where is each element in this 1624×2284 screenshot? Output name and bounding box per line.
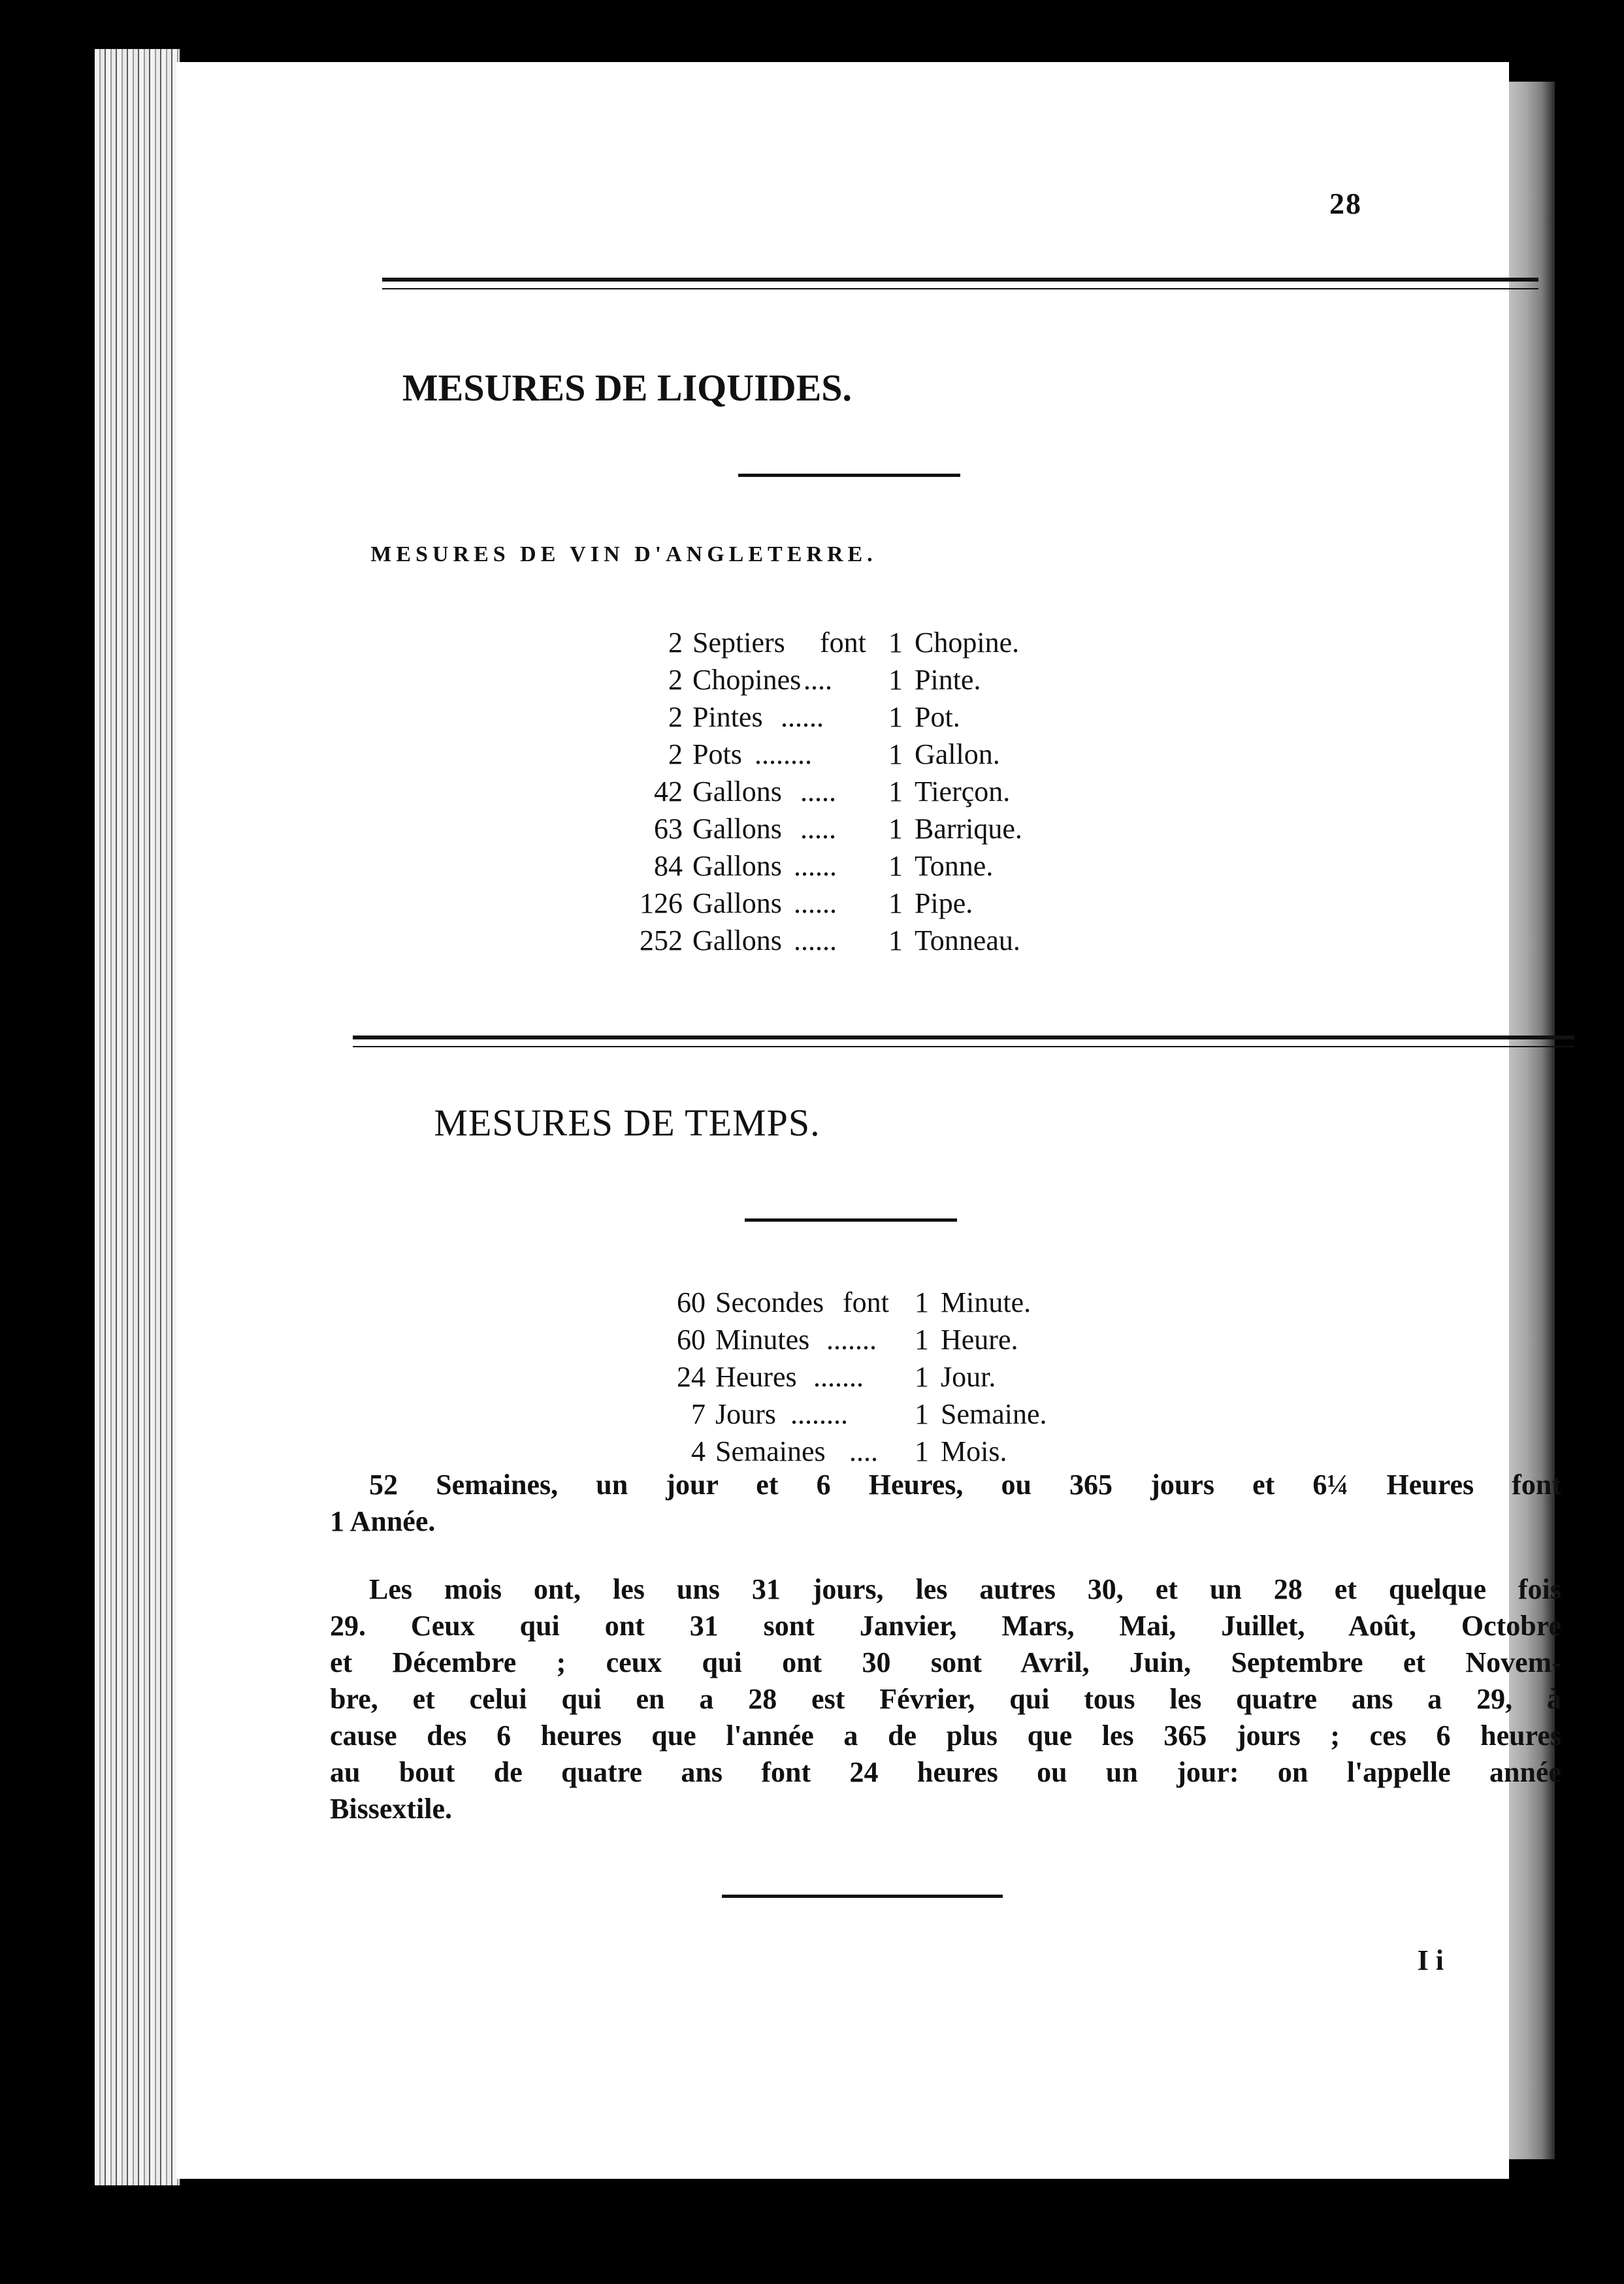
one: 1	[888, 813, 903, 845]
paragraph-line: bre, et celui qui en a 28 est Février, qui tous les quatre ans a 29, à	[330, 1683, 1561, 1715]
separator: font	[843, 1286, 889, 1318]
top-rule-thick	[382, 278, 1538, 282]
paragraph-line: au bout de quatre ans font 24 heures ou un jour: on l'appelle année	[330, 1756, 1561, 1788]
result: Tonne.	[915, 850, 994, 882]
signature-mark: I i	[1417, 1944, 1444, 1976]
separator: ......	[794, 924, 837, 956]
result: Jour.	[941, 1361, 996, 1393]
quantity: 126	[640, 887, 683, 919]
quantity: 2	[668, 627, 683, 659]
quantity: 63	[654, 813, 683, 845]
book-page-edges-right	[1502, 82, 1555, 2159]
paragraph-line: Bissextile.	[330, 1793, 452, 1825]
result: Pot.	[915, 701, 960, 733]
result: Tonneau.	[915, 924, 1020, 956]
quantity: 2	[668, 701, 683, 733]
unit: Gallons	[692, 887, 782, 919]
result: Barrique.	[915, 813, 1022, 845]
separator: .......	[813, 1361, 864, 1393]
time-measures-table	[653, 1284, 1241, 1480]
one: 1	[888, 701, 903, 733]
separator: .....	[800, 813, 836, 845]
unit: Gallons	[692, 850, 782, 882]
paragraph-line: et Décembre ; ceux qui ont 30 sont Avril, Juin, Septembre et Novem-	[330, 1646, 1561, 1678]
quantity: 4	[691, 1435, 706, 1467]
separator: ....	[804, 664, 832, 696]
one: 1	[888, 887, 903, 919]
months-paragraph	[330, 1571, 1561, 1827]
unit: Pots	[692, 738, 742, 770]
separator: ........	[755, 738, 812, 770]
page-number: 28	[1329, 187, 1362, 220]
paragraph-line: 29. Ceux qui ont 31 sont Janvier, Mars, Mai, Juillet, Août, Octobre	[330, 1610, 1561, 1642]
paragraph-line: cause des 6 heures que l'année a de plus que les 365 jours ; ces 6 heures	[330, 1720, 1561, 1752]
quantity: 24	[677, 1361, 706, 1393]
unit: Gallons	[692, 924, 782, 956]
quantity: 2	[668, 738, 683, 770]
section-title-temps: MESURES DE TEMPS.	[434, 1101, 820, 1144]
unit: Pintes	[692, 701, 763, 733]
middle-rule-thick	[353, 1036, 1574, 1039]
one: 1	[888, 664, 903, 696]
unit: Gallons	[692, 813, 782, 845]
result: Tierçon.	[915, 775, 1011, 808]
top-rule-thin	[382, 288, 1538, 289]
quantity: 42	[654, 775, 683, 808]
quantity: 252	[640, 924, 683, 956]
one: 1	[915, 1286, 929, 1318]
middle-rule-thin	[353, 1046, 1574, 1047]
result: Minute.	[941, 1286, 1031, 1318]
year-definition	[330, 1467, 1561, 1540]
unit: Gallons	[692, 775, 782, 808]
unit: Chopines	[692, 664, 802, 696]
section-title-liquides: MESURES DE LIQUIDES.	[402, 367, 853, 409]
result: Gallon.	[915, 738, 1000, 770]
year-line-1: 52 Semaines, un jour et 6 Heures, ou 365 jours et 6¼ Heures font	[369, 1469, 1561, 1501]
one: 1	[888, 775, 903, 808]
quantity: 7	[691, 1398, 706, 1430]
one: 1	[915, 1435, 929, 1467]
subsection-title-vin: MESURES DE VIN D'ANGLETERRE.	[370, 542, 877, 566]
result: Pinte.	[915, 664, 981, 696]
quantity: 84	[654, 850, 683, 882]
result: Heure.	[941, 1324, 1018, 1356]
separator: .......	[826, 1324, 877, 1356]
unit: Heures	[715, 1361, 797, 1393]
separator: ......	[781, 701, 824, 733]
unit: Minutes	[715, 1324, 810, 1356]
unit: Septiers	[692, 627, 785, 659]
separator: ......	[794, 850, 837, 882]
separator: font	[820, 627, 866, 659]
one: 1	[888, 627, 903, 659]
quantity: 60	[677, 1324, 706, 1356]
unit: Jours	[715, 1398, 776, 1430]
quantity: 60	[677, 1286, 706, 1318]
short-rule-liquides	[738, 474, 960, 477]
one: 1	[915, 1361, 929, 1393]
result: Mois.	[941, 1435, 1007, 1467]
one: 1	[915, 1324, 929, 1356]
quantity: 2	[668, 664, 683, 696]
separator: ....	[849, 1435, 878, 1467]
result: Chopine.	[915, 627, 1020, 659]
separator: ........	[790, 1398, 848, 1430]
result: Pipe.	[915, 887, 973, 919]
one: 1	[888, 738, 903, 770]
book-page	[176, 62, 1561, 2179]
one: 1	[888, 850, 903, 882]
liquid-measures-table	[627, 624, 1215, 990]
paragraph-line: Les mois ont, les uns 31 jours, les autres 30, et un 28 et quelque fois	[369, 1573, 1561, 1605]
unit: Secondes	[715, 1286, 824, 1318]
bottom-rule	[722, 1895, 1003, 1898]
separator: ......	[794, 887, 837, 919]
short-rule-temps	[745, 1218, 957, 1222]
year-line-2: 1 Année.	[330, 1505, 436, 1537]
one: 1	[915, 1398, 929, 1430]
one: 1	[888, 924, 903, 956]
result: Semaine.	[941, 1398, 1047, 1430]
separator: .....	[800, 775, 836, 808]
unit: Semaines	[715, 1435, 826, 1467]
